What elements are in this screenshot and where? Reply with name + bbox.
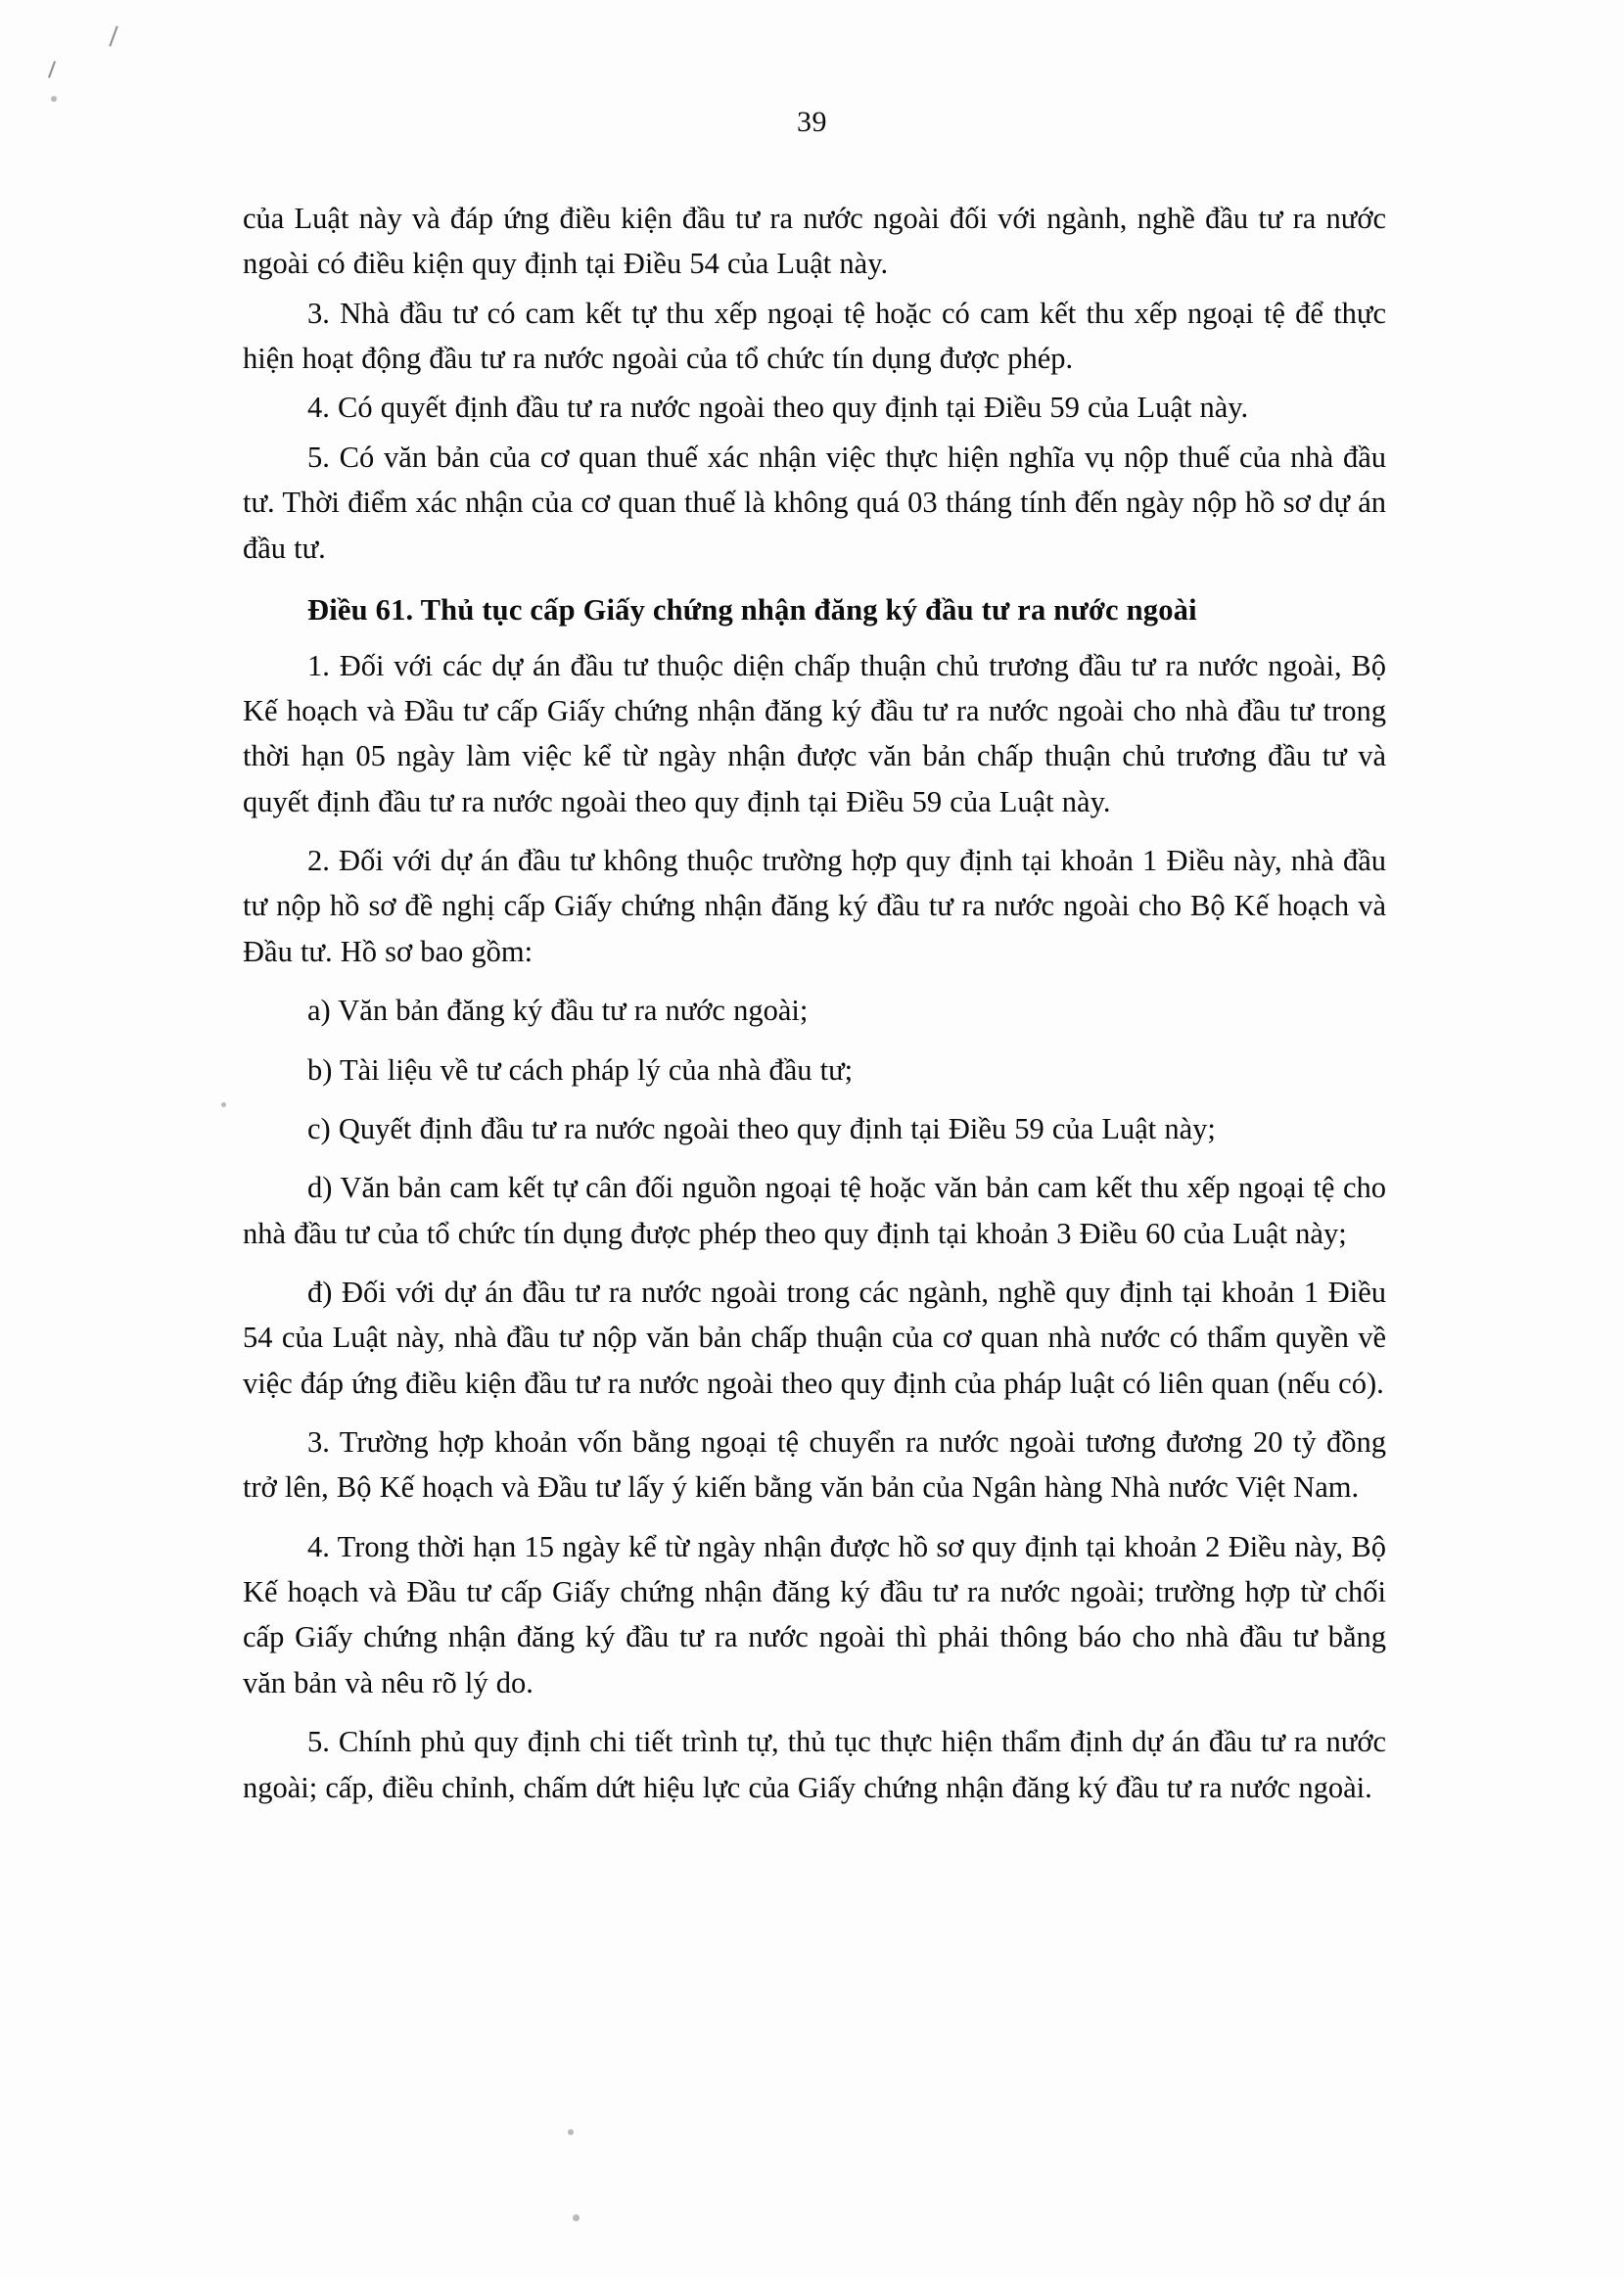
scan-artifact-speck-4	[221, 1102, 226, 1107]
scan-artifact-tick-1	[109, 25, 117, 46]
paragraph: a) Văn bản đăng ký đầu tư ra nước ngoài;	[307, 994, 809, 1028]
paragraph: 2. Đối với dự án đầu tư không thuộc trường hợp quy định tại khoản 1 Điều này, nhà đầu tư nộp hồ sơ đề nghị cấp Giấy chứng nhận đăng ký đầu tư ra nước ngoài cho Bộ Kế hoạch và Đầu tư. Hồ sơ bao gồm:	[243, 844, 1386, 968]
paragraph: 5. Chính phủ quy định chi tiết trình tự, thủ tục thực hiện thẩm định dự án đầu tư ra nước ngoài; cấp, điều chỉnh, chấm dứt hiệu lực của Giấy chứng nhận đăng ký đầu tư ra nước ngoài.	[243, 1725, 1386, 1804]
page-number: 39	[797, 106, 827, 138]
paragraph: 4. Có quyết định đầu tư ra nước ngoài theo quy định tại Điều 59 của Luật này.	[307, 391, 1249, 425]
paragraph: b) Tài liệu về tư cách pháp lý của nhà đầu tư;	[307, 1052, 854, 1087]
paragraph: 5. Có văn bản của cơ quan thuế xác nhận việc thực hiện nghĩa vụ nộp thuế của nhà đầu tư. Thời điểm xác nhận của cơ quan thuế là không quá 03 tháng tính đến ngày nộp hồ sơ dự án đầu tư.	[243, 440, 1386, 565]
scan-artifact-speck-2	[573, 2214, 580, 2221]
paragraph: d) Văn bản cam kết tự cân đối nguồn ngoại tệ hoặc văn bản cam kết thu xếp ngoại tệ cho nhà đầu tư của tổ chức tín dụng được phép theo quy định tại khoản 3 Điều 60 của Luật này;	[243, 1171, 1386, 1250]
paragraph: 1. Đối với các dự án đầu tư thuộc diện chấp thuận chủ trương đầu tư ra nước ngoài, Bộ Kế hoạch và Đầu tư cấp Giấy chứng nhận đăng ký đầu tư ra nước ngoài cho nhà đầu tư trong thời hạn 05 ngày làm việc kể từ ngày nhận được văn bản chấp thuận chủ trương đầu tư và quyết định đầu tư ra nước ngoài theo quy định tại Điều 59 của Luật này.	[243, 648, 1386, 818]
paragraph: 3. Trường hợp khoản vốn bằng ngoại tệ chuyển ra nước ngoài tương đương 20 tỷ đồng trở lên, Bộ Kế hoạch và Đầu tư lấy ý kiến bằng văn bản của Ngân hàng Nhà nước Việt Nam.	[243, 1425, 1386, 1505]
document-body	[243, 196, 1386, 1814]
paragraph: 3. Nhà đầu tư có cam kết tự thu xếp ngoại tệ hoặc có cam kết thu xếp ngoại tệ để thực hiện hoạt động đầu tư ra nước ngoài của tổ chức tín dụng được phép.	[243, 296, 1386, 376]
article-heading: Điều 61. Thủ tục cấp Giấy chứng nhận đăng ký đầu tư ra nước ngoài	[307, 592, 1197, 627]
paragraph: đ) Đối với dự án đầu tư ra nước ngoài trong các ngành, nghề quy định tại khoản 1 Điều 54 của Luật này, nhà đầu tư nộp văn bản chấp thuận của cơ quan nhà nước có thẩm quyền về việc đáp ứng điều kiện đầu tư ra nước ngoài theo quy định của pháp luật có liên quan (nếu có).	[243, 1275, 1386, 1400]
scan-artifact-speck-1	[51, 96, 57, 102]
paragraph: của Luật này và đáp ứng điều kiện đầu tư ra nước ngoài đối với ngành, nghề đầu tư ra nước ngoài có điều kiện quy định tại Điều 54 của Luật này.	[243, 202, 1386, 281]
paragraph: 4. Trong thời hạn 15 ngày kể từ ngày nhận được hồ sơ quy định tại khoản 2 Điều này, Bộ Kế hoạch và Đầu tư cấp Giấy chứng nhận đăng ký đầu tư ra nước ngoài; trường hợp từ chối cấp Giấy chứng nhận đăng ký đầu tư ra nước ngoài thì phải thông báo cho nhà đầu tư bằng văn bản và nêu rõ lý do.	[243, 1529, 1386, 1699]
paragraph: c) Quyết định đầu tư ra nước ngoài theo quy định tại Điều 59 của Luật này;	[307, 1111, 1216, 1145]
scan-artifact-speck-3	[568, 2129, 574, 2135]
scan-artifact-tick-2	[48, 61, 56, 78]
